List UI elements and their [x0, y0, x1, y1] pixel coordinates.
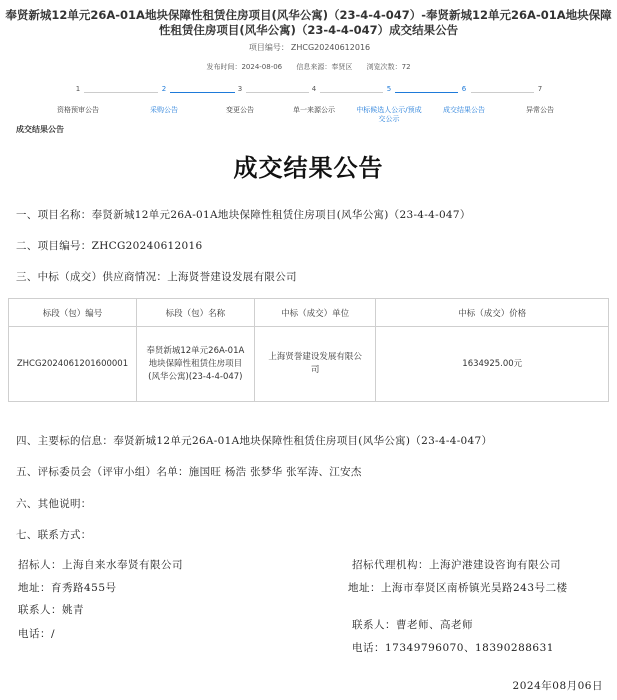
step-7-label: 异常公告 [526, 106, 554, 114]
step-4[interactable] [279, 84, 349, 115]
section-supplier: 三、中标（成交）供应商情况：上海贤誉建设发展有限公司 [16, 271, 297, 283]
contact-agency-address: 地址：上海市奉贤区南桥镇光昊路243号二楼 [348, 582, 568, 594]
step-2-label: 采购公告 [150, 106, 178, 114]
step-6-number: 6 [461, 85, 467, 93]
step-5-number: 5 [386, 85, 392, 93]
section-other-notes: 六、其他说明： [16, 498, 92, 510]
step-6-label: 成交结果公告 [443, 106, 485, 114]
title-line-2: 性租赁住房项目(风华公寓)（23-4-4-047）成交结果公告 [158, 23, 459, 37]
table-header-row [9, 299, 609, 327]
contact-tenderer-address: 地址：育秀路455号 [18, 582, 117, 594]
step-2-number: 2 [161, 85, 167, 93]
step-4-number: 4 [311, 85, 317, 93]
page-header-title [0, 8, 617, 38]
step-1-label: 资格预审公告 [57, 106, 99, 114]
contact-tenderer-person: 联系人：姚青 [18, 604, 84, 616]
award-table [8, 298, 609, 402]
step-5[interactable] [354, 84, 424, 124]
section-project-name: 一、项目名称：奉贤新城12单元26A-01A地块保障性租赁住房项目(风华公寓)（23-4-4-047） [16, 209, 471, 221]
info-source: 信息来源：奉贤区 [296, 63, 353, 71]
header-lot-name: 标段（包）名称 [136, 299, 254, 327]
step-4-label: 单一来源公示 [293, 106, 335, 114]
step-2[interactable] [129, 84, 199, 115]
announcement-date: 2024年08月06日 [512, 680, 603, 692]
project-code-label: 项目编号： [248, 43, 289, 52]
step-3-label: 变更公告 [226, 106, 254, 114]
section-project-code: 二、项目编号：ZHCG20240612016 [16, 240, 203, 252]
contact-agency-person: 联系人：曹老师、高老师 [352, 619, 473, 631]
contact-tenderer: 招标人：上海自来水奉贤有限公司 [18, 559, 183, 571]
header-price: 中标（成交）价格 [376, 299, 609, 327]
title-line-1: 奉贤新城12单元26A-01A地块保障性租赁住房项目(风华公寓)（23-4-4-047）-奉贤新城12单元26A-01A地块保障 [5, 8, 612, 22]
section-subject-info: 四、主要标的信息：奉贤新城12单元26A-01A地块保障性租赁住房项目(风华公寓)（23-4-4-047） [16, 435, 493, 447]
header-winner: 中标（成交）单位 [254, 299, 376, 327]
header-lot-code: 标段（包）编号 [9, 299, 137, 327]
process-steps [40, 84, 580, 124]
cell-price: 1634925.00元 [376, 327, 609, 402]
section-contact: 七、联系方式： [16, 529, 92, 541]
publish-time: 发布时间：2024-08-06 [206, 63, 283, 71]
breadcrumb: 成交结果公告 [16, 125, 64, 134]
step-7[interactable] [505, 84, 575, 115]
cell-lot-name: 奉贤新城12单元26A-01A地块保障性租赁住房项目(风华公寓)(23-4-4-047) [136, 327, 254, 402]
cell-lot-code: ZHCG2024061201600001 [9, 327, 137, 402]
project-code [0, 42, 617, 53]
view-count: 浏览次数：72 [366, 63, 411, 71]
step-3-number: 3 [237, 85, 243, 93]
step-5-label: 中标候选人公示/预成交公示 [356, 106, 422, 123]
project-code-value: ZHCG20240612016 [290, 43, 371, 52]
document-title: 成交结果公告 [233, 154, 384, 182]
meta-info [0, 62, 617, 72]
table-row [9, 327, 609, 402]
step-1-number: 1 [75, 85, 81, 93]
contact-agency-phone: 电话：17349796070、18390288631 [352, 642, 554, 654]
step-1[interactable] [43, 84, 113, 115]
section-committee: 五、评标委员会（评审小组）名单：施国旺 杨浩 张梦华 张军涛、江安杰 [16, 466, 362, 478]
step-3[interactable] [205, 84, 275, 115]
contact-agency: 招标代理机构：上海沪港建设咨询有限公司 [352, 559, 561, 571]
contact-tenderer-phone: 电话：/ [18, 628, 56, 640]
cell-winner: 上海贤誉建设发展有限公司 [254, 327, 376, 402]
step-6[interactable] [429, 84, 499, 115]
step-7-number: 7 [537, 85, 543, 93]
